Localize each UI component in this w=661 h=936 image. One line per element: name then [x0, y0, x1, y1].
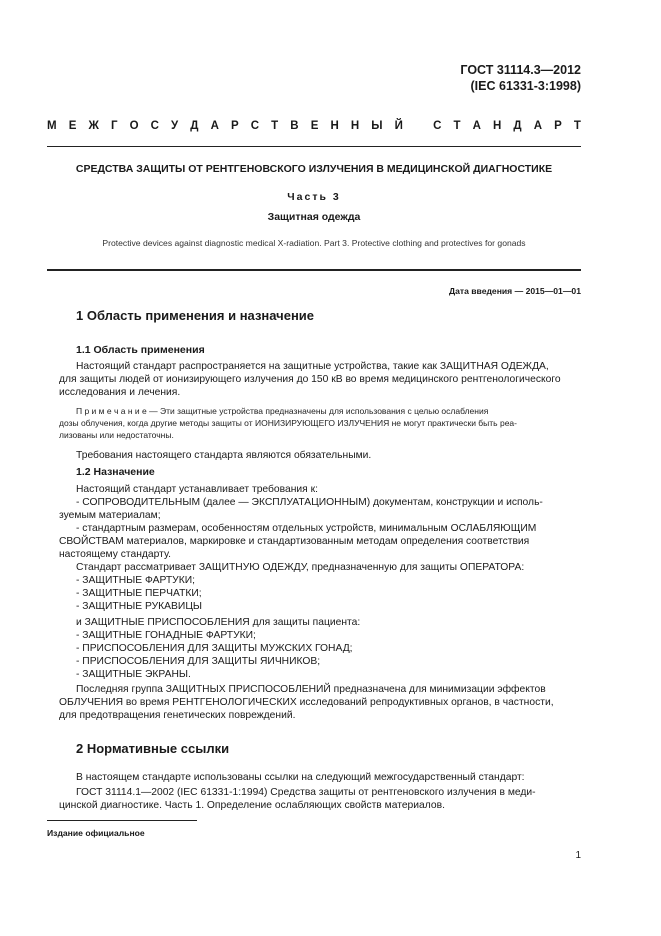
list-item: - ЗАЩИТНЫЕ РУКАВИЦЫ	[76, 601, 203, 612]
bullet-line: зуемым материалам;	[59, 510, 161, 521]
banner-letter: А	[472, 120, 481, 132]
section-2-heading: 2 Нормативные ссылки	[76, 741, 230, 756]
banner-letter: О	[129, 120, 139, 132]
list-item: - ЗАЩИТНЫЕ ФАРТУКИ;	[76, 575, 195, 586]
banner-letter: Е	[68, 120, 77, 132]
banner-letter: Г	[110, 120, 118, 132]
banner-letter: Е	[310, 120, 319, 132]
document-header	[460, 62, 581, 94]
list-item: - ЗАЩИТНЫЕ ПЕРЧАТКИ;	[76, 588, 202, 599]
paragraph-line: для предотвращения генетических повреждений.	[59, 710, 296, 721]
bullet-line: СВОЙСТВАМ материалов, маркировке и стандартизованным методам определения соответствия	[59, 536, 530, 547]
paragraph-line: Настоящий стандарт распространяется на защитные устройства, такие как ЗАЩИТНАЯ ОДЕЖДА,	[76, 361, 549, 372]
official-edition-label: Издание официальное	[47, 828, 145, 838]
list-item: - ЗАЩИТНЫЕ ГОНАДНЫЕ ФАРТУКИ;	[76, 630, 256, 641]
note-line: лизованы или недостаточны.	[59, 430, 174, 440]
banner-letter: А	[533, 120, 543, 132]
list-item: - ПРИСПОСОБЛЕНИЯ ДЛЯ ЗАЩИТЫ ЯИЧНИКОВ;	[76, 656, 321, 667]
document-subtitle: Защитная одежда	[267, 211, 361, 223]
list-item: - ЗАЩИТНЫЕ ЭКРАНЫ.	[76, 669, 191, 680]
banner-letter: С	[250, 120, 260, 132]
bullet-line: - СОПРОВОДИТЕЛЬНЫМ (далее — ЭКСПЛУАТАЦИОННЫМ) документам, конструкции и исполь-	[76, 497, 543, 508]
banner-letter: Т	[271, 120, 279, 132]
paragraph-line: ОБЛУЧЕНИЯ во время РЕНТГЕНОЛОГИЧЕСКИХ исследований репродуктивных органов, в частности,	[59, 697, 554, 708]
bullet-line: - стандартным размерам, особенностям отдельных устройств, минимальным ОСЛАБЛЯЮЩИМ	[76, 523, 537, 534]
banner-letter: Д	[190, 120, 199, 132]
bullet-line: настоящему стандарту.	[59, 549, 171, 560]
banner-letter: Н	[330, 120, 339, 132]
banner-letter: В	[290, 120, 299, 132]
reference-line: цинской диагностике. Часть 1. Определение ослабляющих свойств материалов.	[59, 800, 445, 811]
banner-letter: Ы	[371, 120, 383, 132]
banner-letter: Д	[513, 120, 522, 132]
banner-letter: Р	[230, 120, 239, 132]
banner-gap	[415, 120, 421, 132]
list-item: - ПРИСПОСОБЛЕНИЯ ДЛЯ ЗАЩИТЫ МУЖСКИХ ГОНАД;	[76, 643, 353, 654]
interstate-standard-banner	[47, 120, 581, 132]
iec-number: (IEC 61331-3:1998)	[470, 79, 581, 93]
section-1-1-heading: 1.1 Область применения	[76, 344, 205, 356]
paragraph-line: В настоящем стандарте использованы ссылки на следующий межгосударственный стандарт:	[76, 772, 525, 783]
banner-letter: Й	[394, 120, 403, 132]
section-1-2-heading: 1.2 Назначение	[76, 466, 155, 478]
banner-letter: А	[210, 120, 219, 132]
paragraph-line: и ЗАЩИТНЫЕ ПРИСПОСОБЛЕНИЯ для защиты пациента:	[76, 617, 361, 628]
banner-letter: Т	[453, 120, 461, 132]
gost-number: ГОСТ 31114.3—2012	[460, 63, 581, 77]
reference-line: ГОСТ 31114.1—2002 (IEC 61331-1:1994) Средства защиты от рентгеновского излучения в меди-	[76, 787, 536, 798]
banner-letter: Н	[350, 120, 360, 132]
paragraph-line: Требования настоящего стандарта являются обязательными.	[76, 450, 372, 461]
banner-letter: Ж	[88, 120, 99, 132]
part-label: Часть 3	[287, 191, 341, 203]
banner-letter: С	[150, 120, 159, 132]
note-line: П р и м е ч а н и е — Эти защитные устройства предназначены для использования с целью ослабления	[76, 406, 489, 416]
paragraph-line: Последняя группа ЗАЩИТНЫХ ПРИСПОСОБЛЕНИЙ предназначена для минимизации эффектов	[76, 684, 546, 695]
banner-letter: Р	[554, 120, 562, 132]
banner-letter: М	[47, 120, 57, 132]
page-number: 1	[575, 850, 581, 861]
paragraph-line: для защиты людей от ионизирующего излучения до 150 кВ во время медицинского рентгенологического	[59, 374, 561, 385]
banner-letter: Т	[573, 120, 581, 132]
paragraph-line: Настоящий стандарт устанавливает требования к:	[76, 484, 318, 495]
top-rule	[47, 146, 581, 147]
footer-rule	[47, 820, 197, 821]
banner-letter: Н	[493, 120, 502, 132]
english-title: Protective devices against diagnostic medical X-radiation. Part 3. Protective clothing and protectives for gonads	[102, 238, 526, 248]
introduction-date: Дата введения — 2015—01—01	[448, 286, 581, 296]
banner-letter: У	[171, 120, 179, 132]
paragraph-line: Стандарт рассматривает ЗАЩИТНУЮ ОДЕЖДУ, предназначенную для защиты ОПЕРАТОРА:	[76, 562, 525, 573]
document-title: СРЕДСТВА ЗАЩИТЫ ОТ РЕНТГЕНОВСКОГО ИЗЛУЧЕНИЯ В МЕДИЦИНСКОЙ ДИАГНОСТИКЕ	[75, 163, 553, 175]
banner-letter: С	[433, 120, 442, 132]
title-rule	[47, 269, 581, 271]
section-1-heading: 1 Область применения и назначение	[76, 308, 315, 323]
note-line: дозы облучения, когда другие методы защиты от ИОНИЗИРУЮЩЕГО ИЗЛУЧЕНИЯ не могут практически быть реа-	[59, 418, 517, 428]
paragraph-line: исследования и лечения.	[59, 387, 181, 398]
